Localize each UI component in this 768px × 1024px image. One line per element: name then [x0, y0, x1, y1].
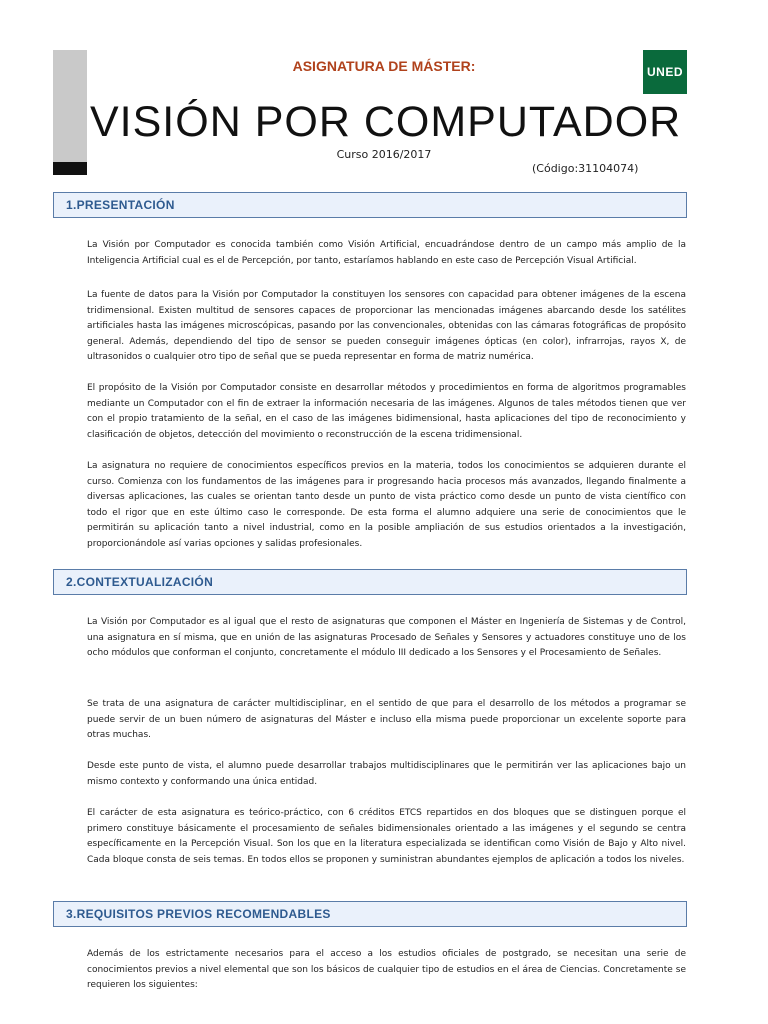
course-code: (Código:31104074): [532, 162, 639, 175]
section-heading-contextualizacion: 2.CONTEXTUALIZACIÓN: [53, 569, 687, 595]
course-type-subtitle: ASIGNATURA DE MÁSTER:: [292, 58, 476, 74]
paragraph: Se trata de una asignatura de carácter multidisciplinar, en el sentido de que para el desarrollo de los métodos a programar se puede servir de un buen número de asignaturas del Máster e incluso ella misma puede proporcionar un excelente soporte para otras muchas.: [87, 699, 686, 741]
logo-text: UNED: [646, 65, 683, 79]
page-title: VISIÓN POR COMPUTADOR: [90, 98, 682, 146]
paragraph: El propósito de la Visión por Computador consiste en desarrollar métodos y procedimientos en forma de algoritmos programables mediante un Computador con el fin de extraer la información necesaria de las imágenes. Algunos de tales métodos tienen que ver con el propio tratamiento de la señal, en el caso de las imágenes bidimensional, hasta aplicaciones del tipo de reconocimiento y clasificación de objetos, detección del movimiento o reconstrucción de la escena tridimensional.: [87, 383, 686, 440]
paragraph: La fuente de datos para la Visión por Computador la constituyen los sensores con capacidad para obtener imágenes de la escena tridimensional. Existen multitud de sensores capaces de proporcionar las mencionadas imágenes abarcando desde los satélites artificiales hasta las imágenes microscópicas, pasando por las convencionales, obtenidas con las cámaras fotográficas de propósito general. Además, dependiendo del tipo de sensor se pueden conseguir imágenes ópticas (en color), infrarrojas, rayos X, de ultrasonidos o cualquier otro tipo de señal que se pueda representar en forma de matriz numérica.: [87, 290, 686, 363]
section-heading-presentacion: 1.PRESENTACIÓN: [53, 192, 687, 218]
section-heading-requisitos: 3.REQUISITOS PREVIOS RECOMENDABLES: [53, 901, 687, 927]
paragraph: La Visión por Computador es conocida también como Visión Artificial, encuadrándose dentro de un campo más amplio de la Inteligencia Artificial cual es el de Percepción, por tanto, estaríamos hablando en este caso de Percepción Visual Artificial.: [87, 240, 686, 266]
paragraph: Además de los estrictamente necesarios para el acceso a los estudios oficiales de postgrado, se necesitan una serie de conocimientos previos a nivel elemental que son los básicos de cualquier tipo de estudios en el área de Ciencias. Concretamente se requieren los siguientes:: [87, 949, 686, 991]
paragraph: El carácter de esta asignatura es teórico-práctico, con 6 créditos ETCS repartidos en dos bloques que se distinguen porque el primero constituye básicamente el procesamiento de señales bidimensionales orientado a las imágenes y el segundo se centra específicamente en la Percepción Visual. Son los que en la literatura especializada se identifican como Visión de Bajo y Alto nivel. Cada bloque consta de seis temas. En todos ellos se proponen y suministran abundantes ejemplos de aplicación a todos los niveles.: [87, 808, 686, 865]
decorative-black-bar: [53, 162, 87, 175]
paragraph: La asignatura no requiere de conocimientos específicos previos en la materia, todos los conocimientos se adquieren durante el curso. Comienza con los fundamentos de las imágenes para ir progresando hacia procesos más avanzados, llegando finalmente a diversas aplicaciones, las cuales se orientan tanto desde un punto de vista práctico como desde un punto de vista científico con todo el rigor que en este último caso le corresponde. De esta forma el alumno adquiere una serie de conocimientos que le permitirán su aplicación tanto a nivel industrial, como en la posible ampliación de sus estudios orientados a la investigación, proporcionándole así varias opciones y salidas profesionales.: [87, 461, 686, 549]
paragraph: Desde este punto de vista, el alumno puede desarrollar trabajos multidisciplinares que le permitirán ver las aplicaciones bajo un mismo contexto y conformando una única entidad.: [87, 761, 686, 787]
uned-logo: [643, 50, 687, 94]
paragraph: La Visión por Computador es al igual que el resto de asignaturas que componen el Máster en Ingeniería de Sistemas y de Control, una asignatura en sí misma, que en unión de las asignaturas Procesado de Señales y Sensores y actuadores constituye uno de los ocho módulos que conforman el conjunto, concretamente el módulo III dedicado a los Sensores y el Procesamiento de Señales.: [87, 617, 686, 659]
course-year: Curso 2016/2017: [336, 148, 432, 161]
